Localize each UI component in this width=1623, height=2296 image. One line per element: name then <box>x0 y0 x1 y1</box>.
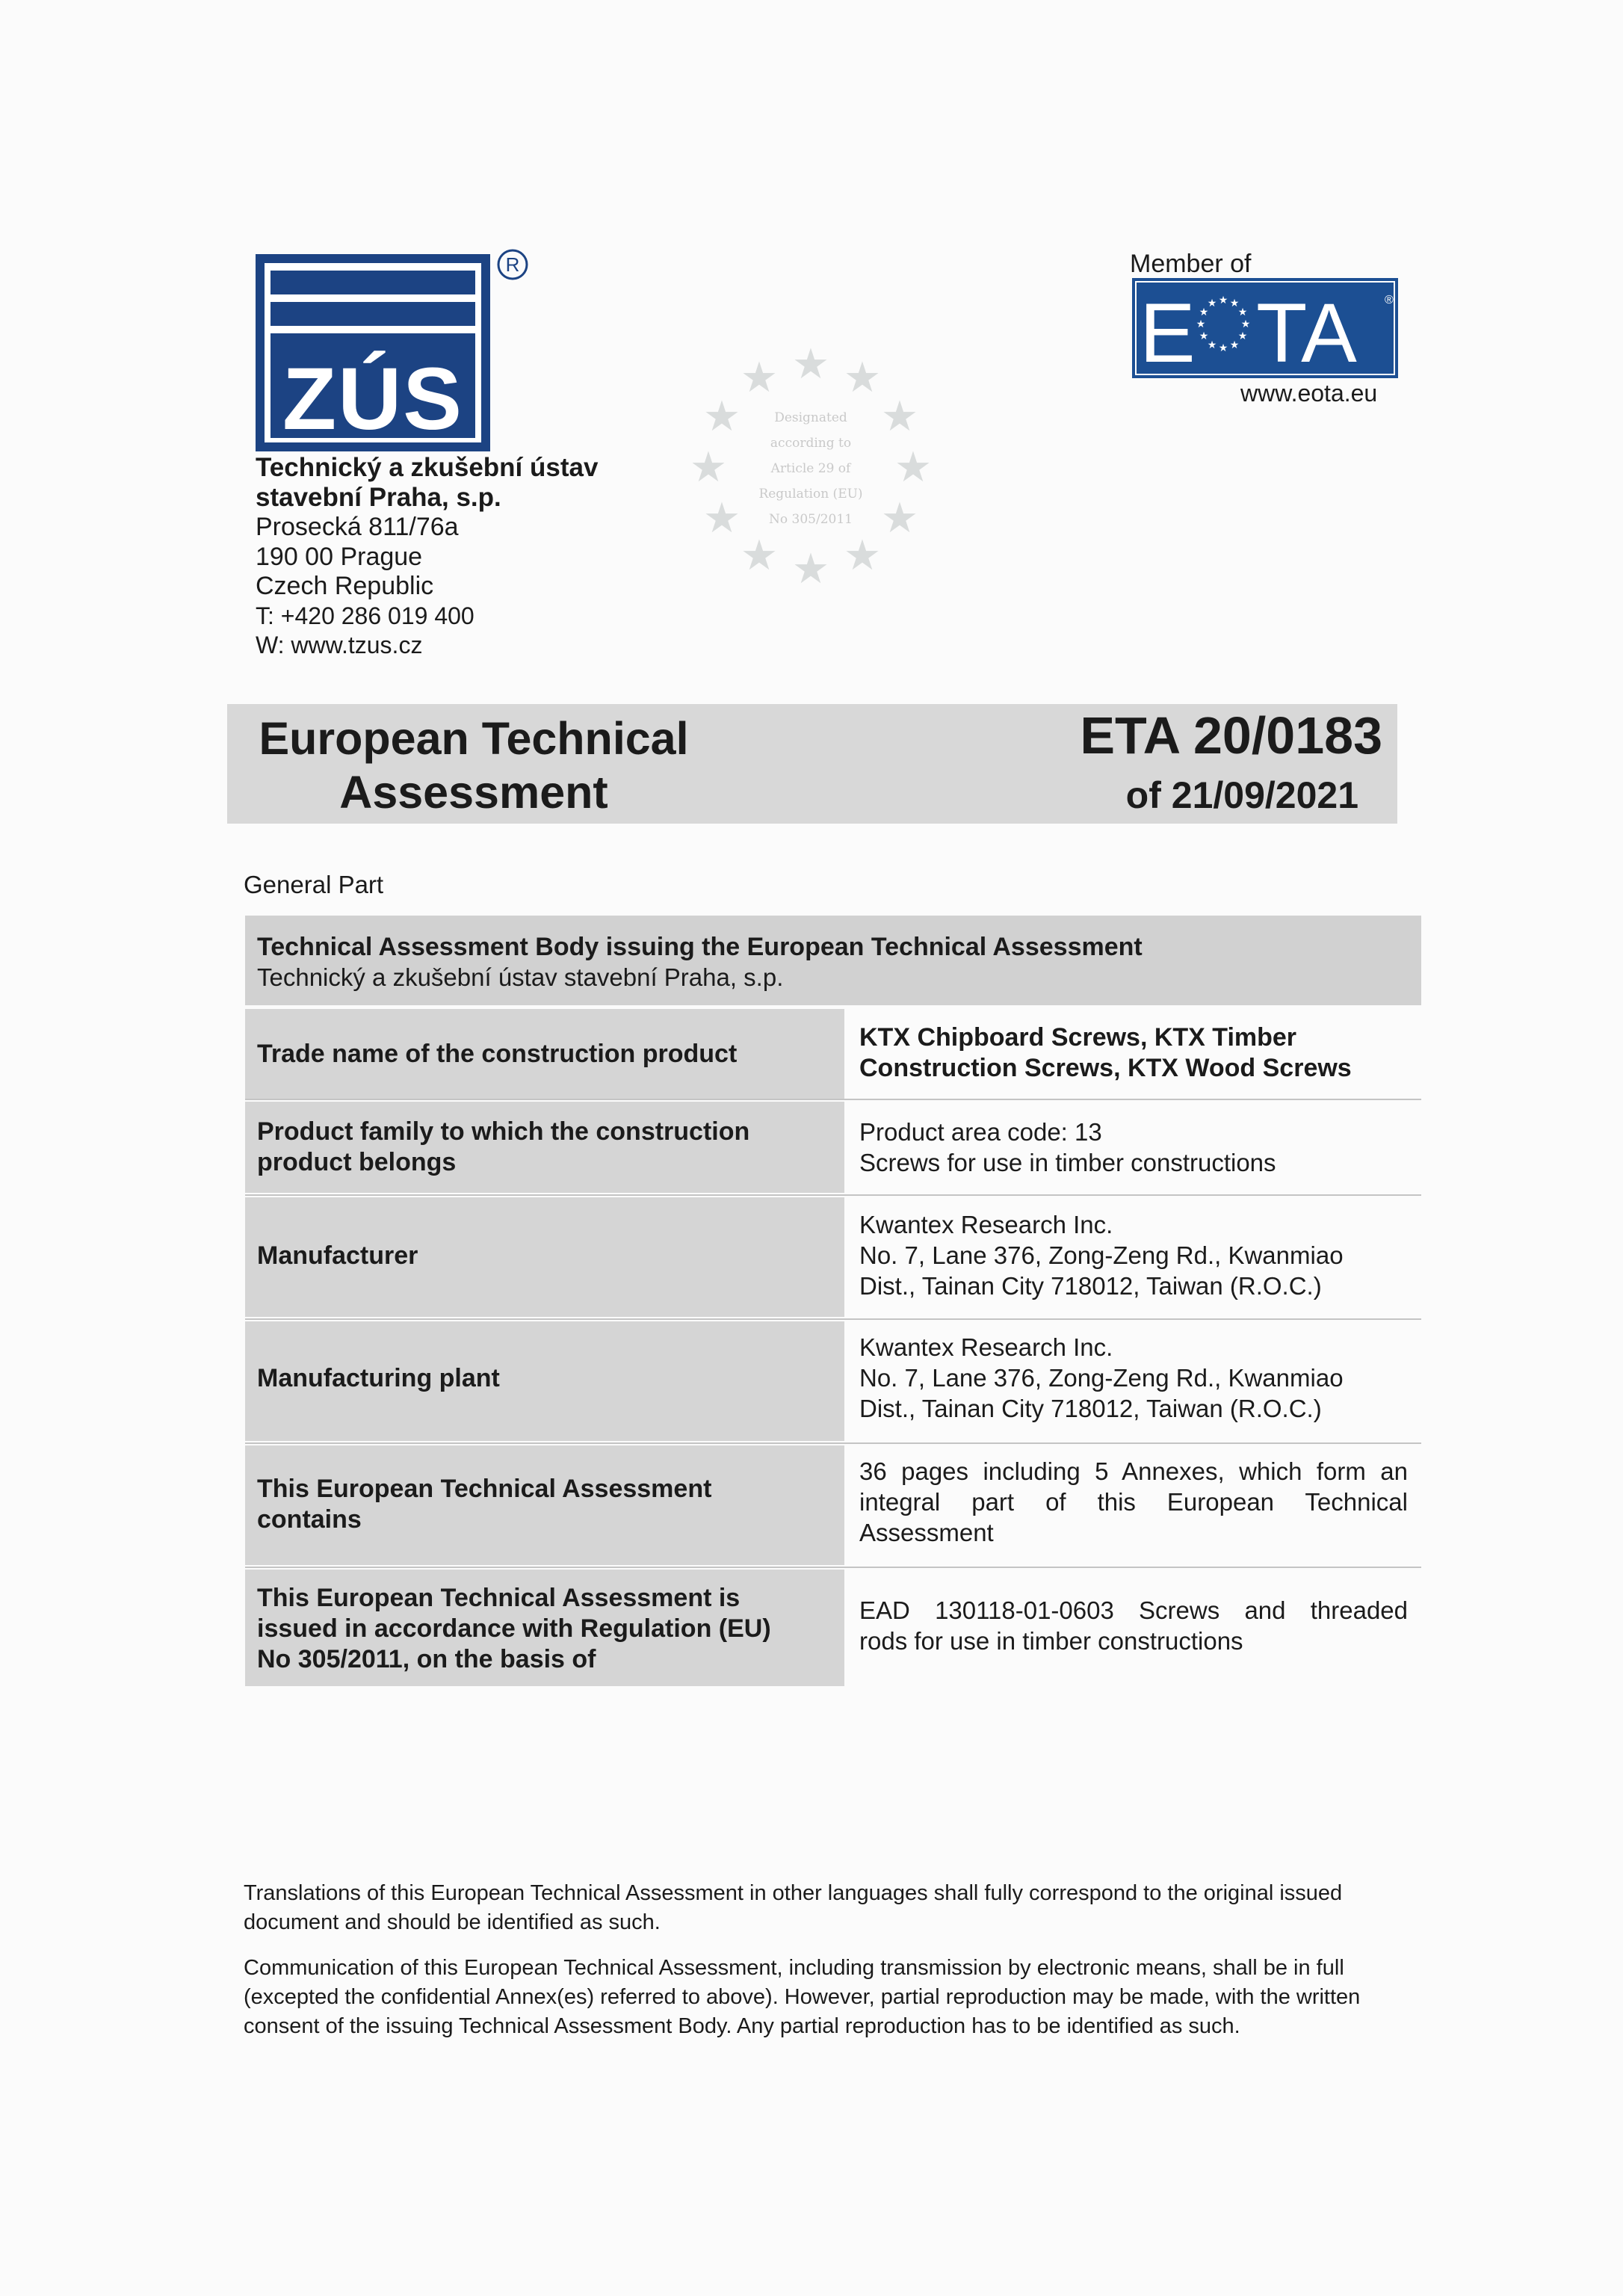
value-line: No. 7, Lane 376, Zong-Zeng Rd., Kwanmiao <box>859 1241 1344 1269</box>
value-line: KTX Chipboard Screws, KTX Timber <box>859 1023 1297 1052</box>
footer-line: document and should be identified as such. <box>244 1910 661 1934</box>
svg-text:★: ★ <box>689 443 728 492</box>
svg-text:★: ★ <box>1229 297 1240 309</box>
eota-registered-mark: ® <box>1385 294 1394 306</box>
svg-text:★: ★ <box>1207 339 1217 351</box>
svg-text:★: ★ <box>791 545 830 593</box>
org-name-line2: stavební Praha, s.p. <box>256 483 501 512</box>
eta-date: of 21/09/2021 <box>1125 774 1358 816</box>
document-title <box>242 712 705 819</box>
document-title-line2: Assessment <box>339 767 608 818</box>
svg-text:★: ★ <box>894 443 933 492</box>
value-line: integral part of this European Technical <box>859 1488 1408 1516</box>
row-value-trade-name <box>859 1022 1408 1084</box>
footer-line: consent of the issuing Technical Assessment Body. Any partial reproduction has to be identified as such. <box>244 2014 1240 2038</box>
footer-translations-note <box>244 1879 1448 1937</box>
svg-text:★: ★ <box>1240 318 1251 330</box>
svg-text:★: ★ <box>1237 306 1248 318</box>
table-row-label <box>245 1102 844 1193</box>
svg-text:★: ★ <box>1229 339 1240 351</box>
issuing-body-heading: Technical Assessment Body issuing the European Technical Assessment <box>257 933 1143 961</box>
row-label-contains <box>257 1474 822 1535</box>
issuing-body-name: Technický a zkušební ústav stavební Praha, s.p. <box>257 963 784 991</box>
table-row-label <box>245 1570 844 1686</box>
stamp-line-3: Article 29 of <box>770 461 851 476</box>
label-line: Product family to which the construction <box>257 1117 750 1146</box>
table-row-label <box>245 1321 844 1441</box>
stamp-line-5: No 305/2011 <box>769 512 853 527</box>
value-line: Dist., Tainan City 718012, Taiwan (R.O.C.) <box>859 1395 1322 1422</box>
svg-text:★: ★ <box>843 531 882 580</box>
svg-text:★: ★ <box>702 392 741 441</box>
label-line: product belongs <box>257 1148 457 1176</box>
svg-text:★: ★ <box>843 354 882 402</box>
row-divider <box>245 1099 1421 1100</box>
table-row-label <box>245 1445 844 1565</box>
org-country: Czech Republic <box>256 572 434 600</box>
zus-logo-text: ZÚS <box>282 350 463 448</box>
value-line: Dist., Tainan City 718012, Taiwan (R.O.C.) <box>859 1272 1322 1300</box>
value-line: Screws for use in timber constructions <box>859 1149 1276 1176</box>
registered-mark-icon <box>496 248 529 281</box>
zus-logo <box>256 254 490 451</box>
label-line: contains <box>257 1505 362 1534</box>
row-value-basis <box>859 1595 1408 1656</box>
stamp-line-2: according to <box>770 436 852 451</box>
value-line: 36 pages including 5 Annexes, which form an <box>859 1457 1408 1485</box>
svg-text:★: ★ <box>1207 297 1217 309</box>
eota-logo-graphic <box>1132 278 1398 378</box>
value-line: Kwantex Research Inc. <box>859 1333 1113 1361</box>
eta-number: ETA 20/0183 <box>1080 706 1382 765</box>
footer-line: Communication of this European Technical Assessment, including transmission by electronic means, shall be in full <box>244 1956 1344 1980</box>
org-city: 190 00 Prague <box>256 543 423 571</box>
footer-line: Translations of this European Technical Assessment in other languages shall fully correspond to the original issued <box>244 1881 1343 1905</box>
row-value-manufacturer <box>859 1209 1408 1301</box>
document-title-line1: European Technical <box>259 713 689 764</box>
eota-member-label: Member of <box>1130 250 1252 278</box>
value-line: Product area code: 13 <box>859 1118 1102 1146</box>
row-value-manufacturing-plant <box>859 1332 1408 1424</box>
org-phone: T: +420 286 019 400 <box>256 602 474 629</box>
svg-text:★: ★ <box>1218 342 1228 354</box>
svg-text:★: ★ <box>1237 330 1248 342</box>
eota-logo <box>1132 278 1398 378</box>
eota-logo-right: TA <box>1256 286 1357 378</box>
eota-url: www.eota.eu <box>1240 380 1378 407</box>
value-line: Assessment <box>859 1519 994 1546</box>
designation-stamp <box>673 335 949 619</box>
row-label-trade-name: Trade name of the construction product <box>257 1040 738 1068</box>
org-name-line1: Technický a zkušební ústav <box>256 453 599 482</box>
value-line: Kwantex Research Inc. <box>859 1211 1113 1238</box>
footer-line: (excepted the confidential Annex(es) referred to above). However, partial reproduction may be made, with the written <box>244 1985 1361 2009</box>
svg-text:★: ★ <box>1199 306 1209 318</box>
stamp-line-4: Regulation (EU) <box>758 487 863 502</box>
svg-text:★: ★ <box>880 494 919 543</box>
label-line: No 305/2011, on the basis of <box>257 1645 596 1673</box>
value-line: Construction Screws, KTX Wood Screws <box>859 1054 1352 1082</box>
value-line: EAD 130118-01-0603 Screws and threaded <box>859 1596 1408 1624</box>
svg-text:★: ★ <box>1218 294 1228 306</box>
org-street: Prosecká 811/76a <box>256 513 459 541</box>
svg-text:★: ★ <box>740 354 779 402</box>
svg-text:★: ★ <box>880 392 919 441</box>
label-line: issued in accordance with Regulation (EU) <box>257 1614 771 1643</box>
row-label-basis <box>257 1583 822 1675</box>
row-divider <box>245 1567 1421 1568</box>
eota-logo-left: E <box>1140 286 1196 378</box>
svg-text:★: ★ <box>1199 330 1209 342</box>
row-divider <box>245 1318 1421 1320</box>
row-divider <box>245 1442 1421 1444</box>
stamp-line-1: Designated <box>774 410 847 425</box>
table-row-label <box>245 1197 844 1317</box>
svg-text:R: R <box>505 253 520 276</box>
footer-communication-note <box>244 1954 1448 2041</box>
svg-text:★: ★ <box>791 340 830 389</box>
section-heading-general-part: General Part <box>244 871 384 898</box>
row-label-manufacturing-plant: Manufacturing plant <box>257 1364 500 1392</box>
row-label-manufacturer: Manufacturer <box>257 1241 418 1270</box>
svg-text:★: ★ <box>702 494 741 543</box>
label-line: This European Technical Assessment <box>257 1475 712 1503</box>
svg-text:★: ★ <box>740 531 779 580</box>
row-value-product-family <box>859 1117 1408 1178</box>
value-line: rods for use in timber constructions <box>859 1627 1243 1655</box>
table-row-label <box>245 1009 844 1099</box>
value-line: No. 7, Lane 376, Zong-Zeng Rd., Kwanmiao <box>859 1364 1344 1392</box>
label-line: This European Technical Assessment is <box>257 1584 741 1612</box>
row-divider <box>245 1194 1421 1196</box>
org-web: W: www.tzus.cz <box>256 632 423 658</box>
row-label-product-family <box>257 1117 822 1178</box>
row-value-contains <box>859 1456 1408 1548</box>
svg-text:★: ★ <box>1196 318 1206 330</box>
